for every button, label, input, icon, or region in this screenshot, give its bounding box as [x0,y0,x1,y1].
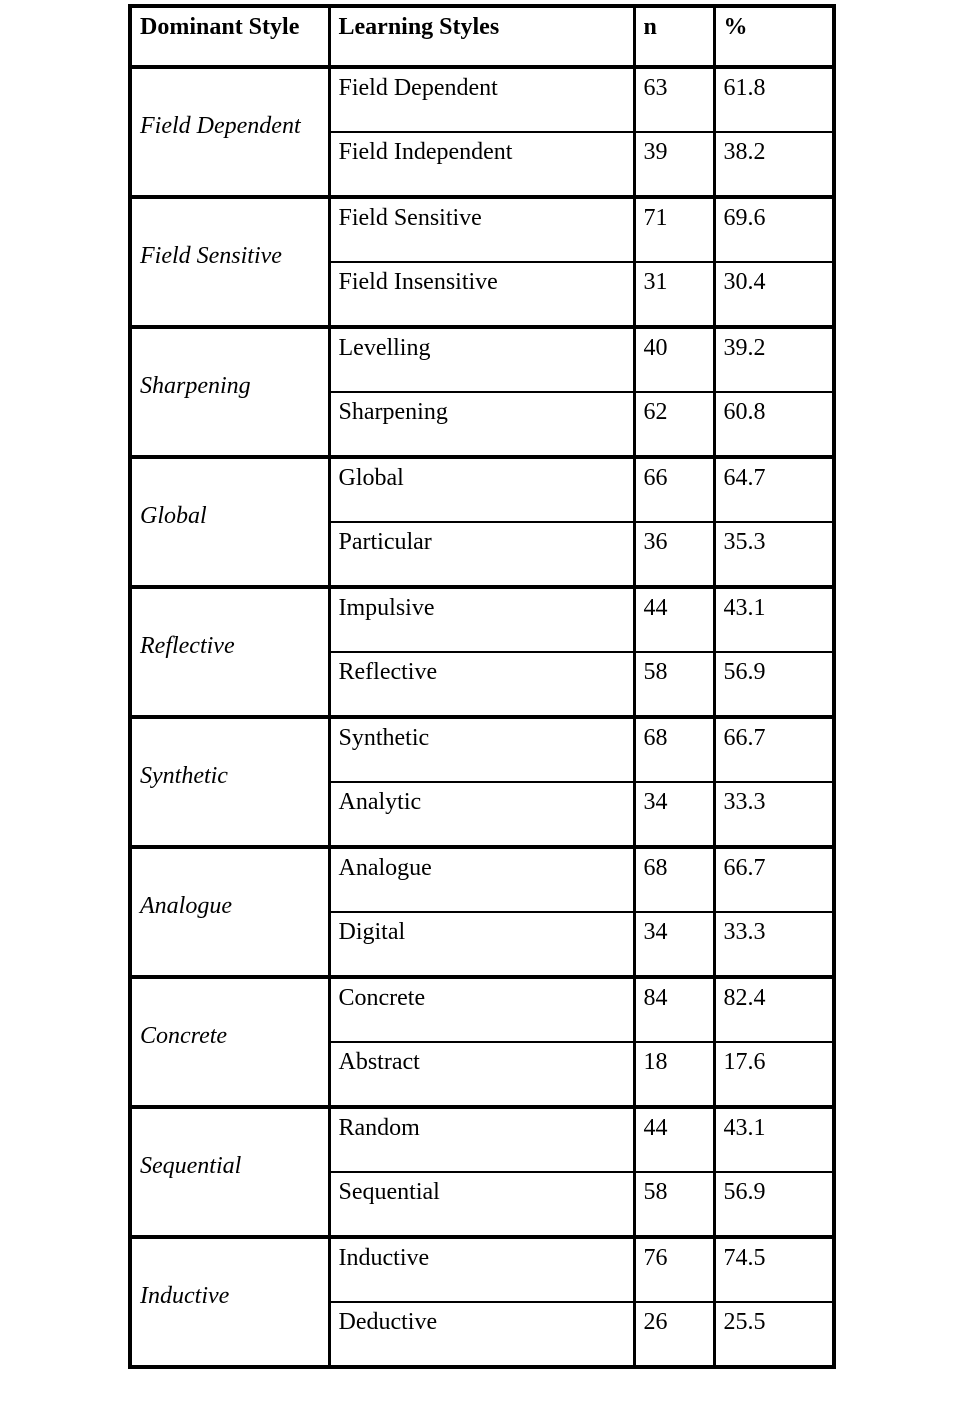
n-cell: 34 [634,912,714,977]
learning-styles-table [128,4,836,1369]
percent-cell: 82.4 [714,977,834,1042]
n-cell: 68 [634,717,714,782]
percent-cell: 56.9 [714,652,834,717]
percent-cell: 30.4 [714,262,834,327]
n-cell: 44 [634,1107,714,1172]
learning-style-cell: Field Insensitive [329,262,634,327]
percent-cell: 33.3 [714,912,834,977]
n-cell: 39 [634,132,714,197]
header-dominant-style: Dominant Style [130,6,329,67]
learning-style-cell: Inductive [329,1237,634,1302]
header-n: n [634,6,714,67]
learning-style-cell: Deductive [329,1302,634,1367]
style-group [130,457,834,587]
percent-cell: 60.8 [714,392,834,457]
learning-style-cell: Analytic [329,782,634,847]
n-cell: 66 [634,457,714,522]
learning-style-cell: Reflective [329,652,634,717]
dominant-style-cell: Sequential [130,1107,329,1237]
percent-cell: 66.7 [714,847,834,912]
learning-style-cell: Field Sensitive [329,197,634,262]
learning-style-cell: Field Dependent [329,67,634,132]
percent-cell: 74.5 [714,1237,834,1302]
n-cell: 58 [634,1172,714,1237]
table-row [130,1107,834,1172]
percent-cell: 39.2 [714,327,834,392]
percent-cell: 25.5 [714,1302,834,1367]
n-cell: 68 [634,847,714,912]
style-group [130,197,834,327]
dominant-style-cell: Inductive [130,1237,329,1367]
table-row [130,327,834,392]
table-row [130,457,834,522]
learning-style-cell: Synthetic [329,717,634,782]
n-cell: 31 [634,262,714,327]
learning-style-cell: Concrete [329,977,634,1042]
learning-style-cell: Sequential [329,1172,634,1237]
style-group [130,717,834,847]
learning-style-cell: Abstract [329,1042,634,1107]
learning-style-cell: Digital [329,912,634,977]
learning-style-cell: Field Independent [329,132,634,197]
table-row [130,587,834,652]
dominant-style-cell: Field Dependent [130,67,329,197]
style-group [130,1237,834,1367]
n-cell: 76 [634,1237,714,1302]
dominant-style-cell: Field Sensitive [130,197,329,327]
n-cell: 44 [634,587,714,652]
style-group [130,327,834,457]
learning-style-cell: Levelling [329,327,634,392]
learning-style-cell: Particular [329,522,634,587]
dominant-style-cell: Reflective [130,587,329,717]
learning-style-cell: Random [329,1107,634,1172]
percent-cell: 33.3 [714,782,834,847]
table-row [130,717,834,782]
dominant-style-cell: Analogue [130,847,329,977]
table-row [130,1237,834,1302]
dominant-style-cell: Synthetic [130,717,329,847]
percent-cell: 66.7 [714,717,834,782]
n-cell: 26 [634,1302,714,1367]
n-cell: 34 [634,782,714,847]
header-row [130,6,834,67]
n-cell: 62 [634,392,714,457]
table-row [130,67,834,132]
percent-cell: 38.2 [714,132,834,197]
percent-cell: 17.6 [714,1042,834,1107]
percent-cell: 43.1 [714,587,834,652]
percent-cell: 43.1 [714,1107,834,1172]
table-row [130,977,834,1042]
n-cell: 63 [634,67,714,132]
table-row [130,847,834,912]
n-cell: 58 [634,652,714,717]
percent-cell: 35.3 [714,522,834,587]
header-learning-styles: Learning Styles [329,6,634,67]
n-cell: 71 [634,197,714,262]
table-row [130,197,834,262]
learning-style-cell: Global [329,457,634,522]
percent-cell: 64.7 [714,457,834,522]
n-cell: 40 [634,327,714,392]
style-group [130,587,834,717]
dominant-style-cell: Global [130,457,329,587]
dominant-style-cell: Sharpening [130,327,329,457]
style-group [130,67,834,197]
n-cell: 84 [634,977,714,1042]
dominant-style-cell: Concrete [130,977,329,1107]
learning-style-cell: Analogue [329,847,634,912]
style-group [130,847,834,977]
n-cell: 18 [634,1042,714,1107]
percent-cell: 56.9 [714,1172,834,1237]
learning-style-cell: Sharpening [329,392,634,457]
style-group [130,1107,834,1237]
n-cell: 36 [634,522,714,587]
percent-cell: 61.8 [714,67,834,132]
percent-cell: 69.6 [714,197,834,262]
learning-style-cell: Impulsive [329,587,634,652]
header-percent: % [714,6,834,67]
style-group [130,977,834,1107]
